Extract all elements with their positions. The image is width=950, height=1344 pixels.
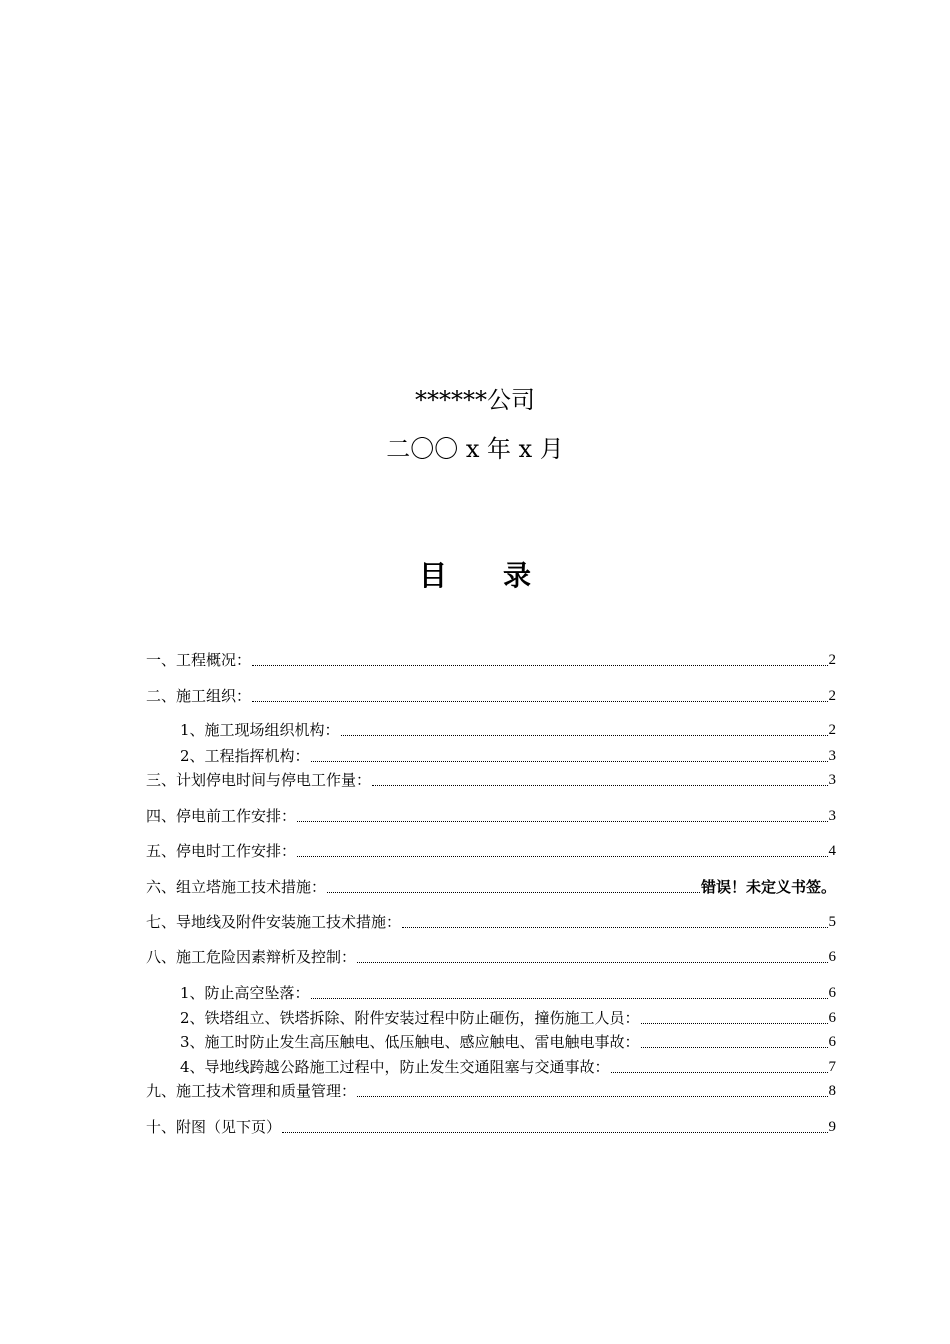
toc-leader-dots <box>311 983 828 1003</box>
toc-entry[interactable] <box>146 841 836 861</box>
toc-entry-page-number: 6 <box>828 985 836 1001</box>
toc-entry-page-number: 2 <box>828 688 836 704</box>
toc-leader-dots <box>297 841 827 861</box>
toc-leader-dots <box>327 877 700 897</box>
toc-entry[interactable] <box>146 650 836 670</box>
toc-entry[interactable] <box>146 806 836 826</box>
toc-entry-label: 二、施工组织： <box>146 687 252 705</box>
toc-entry-label: 1、施工现场组织机构： <box>180 721 340 739</box>
toc-entry-label: 十、附图（见下页） <box>146 1118 282 1136</box>
toc-entry[interactable] <box>180 1008 836 1028</box>
toc-entry-page-number: 7 <box>828 1059 836 1075</box>
toc-entry-label: 五、停电时工作安排： <box>146 842 297 860</box>
toc-entry-page-number: 5 <box>828 914 836 930</box>
company-name: ******公司 <box>415 386 535 414</box>
toc-leader-dots <box>641 1008 828 1028</box>
toc-entry-page-number: 6 <box>828 1034 836 1050</box>
toc-entry[interactable] <box>180 983 836 1003</box>
toc-leader-dots <box>297 806 827 826</box>
toc-title <box>0 558 950 594</box>
toc-entry-label: 六、组立塔施工技术措施： <box>146 878 327 896</box>
toc-entry[interactable] <box>146 877 836 897</box>
toc-title-char-2: 录 <box>503 559 532 592</box>
toc-title-char-1: 目 <box>418 559 447 592</box>
toc-leader-dots <box>252 686 827 706</box>
toc-leader-dots <box>357 947 827 967</box>
toc-entry-page-number: 8 <box>828 1083 836 1099</box>
toc-entry-error-text: 错误！未定义书签。 <box>700 878 836 896</box>
toc-entry-label: 2、铁塔组立、铁塔拆除、附件安装过程中防止砸伤，撞伤施工人员： <box>180 1009 640 1027</box>
toc-entry[interactable] <box>146 1117 836 1137</box>
toc-leader-dots <box>252 650 827 670</box>
toc-entry[interactable] <box>146 1081 836 1101</box>
toc-entry-label: 2、工程指挥机构： <box>180 747 310 765</box>
toc-entry-label: 3、施工时防止发生高压触电、低压触电、感应触电、雷电触电事故： <box>180 1033 640 1051</box>
toc-entry-label: 九、施工技术管理和质量管理： <box>146 1082 357 1100</box>
toc-leader-dots <box>311 746 828 766</box>
toc-entry-page-number: 9 <box>828 1119 836 1135</box>
toc-entry-label: 1、防止高空坠落： <box>180 984 310 1002</box>
toc-entry[interactable] <box>146 947 836 967</box>
toc-leader-dots <box>341 720 828 740</box>
toc-entry-page-number: 6 <box>828 949 836 965</box>
toc-entry-label: 七、导地线及附件安装施工技术措施： <box>146 913 402 931</box>
toc-entry-page-number: 3 <box>828 772 836 788</box>
toc-leader-dots <box>357 1081 827 1101</box>
toc-entry-label: 4、导地线跨越公路施工过程中，防止发生交通阻塞与交通事故： <box>180 1058 610 1076</box>
toc-leader-dots <box>402 912 827 932</box>
toc-leader-dots <box>282 1117 827 1137</box>
toc-entry[interactable] <box>180 1032 836 1052</box>
toc-entry-label: 三、计划停电时间与停电工作量： <box>146 771 372 789</box>
toc-entry[interactable] <box>146 686 836 706</box>
toc-entry-page-number: 4 <box>828 843 836 859</box>
toc-entry[interactable] <box>180 720 836 740</box>
toc-entry[interactable] <box>180 1057 836 1077</box>
toc-entry-label: 八、施工危险因素辩析及控制： <box>146 948 357 966</box>
toc-entry-label: 四、停电前工作安排： <box>146 807 297 825</box>
toc-entry-page-number: 2 <box>828 652 836 668</box>
toc-entry[interactable] <box>180 746 836 766</box>
toc-entry-page-number: 3 <box>828 748 836 764</box>
toc-entry-page-number: 2 <box>828 722 836 738</box>
toc-entry-page-number: 3 <box>828 808 836 824</box>
toc-entry-label: 一、工程概况： <box>146 651 252 669</box>
toc-entry[interactable] <box>146 770 836 790</box>
toc-leader-dots <box>611 1057 828 1077</box>
document-date: 二〇〇 x 年 x 月 <box>386 435 564 463</box>
toc-leader-dots <box>641 1032 828 1052</box>
toc-entry-page-number: 6 <box>828 1010 836 1026</box>
toc-leader-dots <box>372 770 827 790</box>
toc-entry[interactable] <box>146 912 836 932</box>
